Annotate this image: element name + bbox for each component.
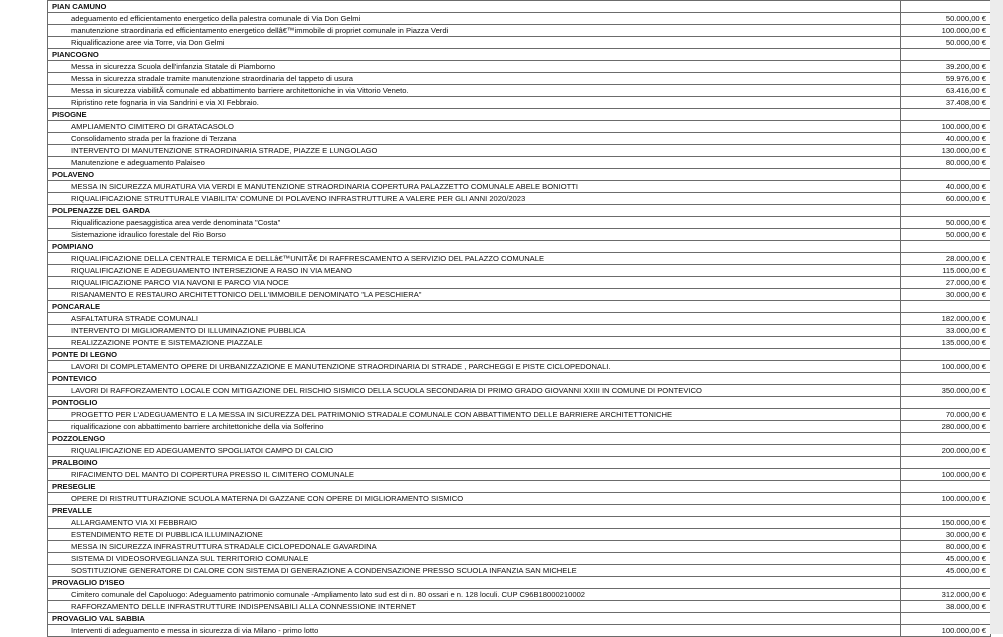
project-amount: 59.976,00 € <box>901 73 991 85</box>
municipality-header-row <box>48 349 991 361</box>
project-row <box>48 25 991 37</box>
project-row <box>48 313 991 325</box>
municipality-amount-empty <box>901 1 991 13</box>
municipality-header-row <box>48 457 991 469</box>
funding-table-body <box>48 1 991 637</box>
project-description: REALIZZAZIONE PONTE E SISTEMAZIONE PIAZZALE <box>48 337 901 349</box>
project-amount: 80.000,00 € <box>901 157 991 169</box>
project-description: AMPLIAMENTO CIMITERO DI GRATACASOLO <box>48 121 901 133</box>
project-description: ESTENDIMENTO RETE DI PUBBLICA ILLUMINAZIONE <box>48 529 901 541</box>
project-description: MESSA IN SICUREZZA INFRASTRUTTURA STRADALE CICLOPEDONALE GAVARDINA <box>48 541 901 553</box>
municipality-amount-empty <box>901 241 991 253</box>
project-description: RIQUALIFICAZIONE DELLA CENTRALE TERMICA E DELLâ€™UNITÃ€ DI RAFFRESCAMENTO A SERVIZIO DEL PALAZZO COMUNALE <box>48 253 901 265</box>
municipality-header-row <box>48 1 991 13</box>
project-amount: 63.416,00 € <box>901 85 991 97</box>
municipality-amount-empty <box>901 301 991 313</box>
municipality-header-row <box>48 373 991 385</box>
project-amount: 45.000,00 € <box>901 565 991 577</box>
project-amount: 40.000,00 € <box>901 133 991 145</box>
project-description: Sistemazione idraulico forestale del Rio Borso <box>48 229 901 241</box>
project-amount: 45.000,00 € <box>901 553 991 565</box>
municipality-amount-empty <box>901 349 991 361</box>
municipality-amount-empty <box>901 169 991 181</box>
project-row <box>48 529 991 541</box>
project-row <box>48 601 991 613</box>
municipality-name: PRALBOINO <box>48 457 901 469</box>
project-description: Messa in sicurezza stradale tramite manutenzione straordinaria del tappeto di usura <box>48 73 901 85</box>
project-row <box>48 37 991 49</box>
project-description: RIQUALIFICAZIONE E ADEGUAMENTO INTERSEZIONE A RASO IN VIA MEANO <box>48 265 901 277</box>
project-row <box>48 133 991 145</box>
municipality-name: PREVALLE <box>48 505 901 517</box>
municipality-name: POLPENAZZE DEL GARDA <box>48 205 901 217</box>
project-description: SOSTITUZIONE GENERATORE DI CALORE CON SISTEMA DI GENERAZIONE A CONDENSAZIONE PRESSO SCUOLA INFANZIA SAN MICHELE <box>48 565 901 577</box>
project-description: RIFACIMENTO DEL MANTO DI COPERTURA PRESSO IL CIMITERO COMUNALE <box>48 469 901 481</box>
project-description: INTERVENTO DI MIGLIORAMENTO DI ILLUMINAZIONE PUBBLICA <box>48 325 901 337</box>
project-amount: 33.000,00 € <box>901 325 991 337</box>
project-amount: 28.000,00 € <box>901 253 991 265</box>
project-row <box>48 541 991 553</box>
municipality-amount-empty <box>901 373 991 385</box>
project-row <box>48 565 991 577</box>
municipality-header-row <box>48 505 991 517</box>
project-description: RISANAMENTO E RESTAURO ARCHITETTONICO DELL'IMMOBILE DENOMINATO "LA PESCHIERA" <box>48 289 901 301</box>
project-amount: 200.000,00 € <box>901 445 991 457</box>
project-row <box>48 121 991 133</box>
project-row <box>48 589 991 601</box>
project-row <box>48 229 991 241</box>
municipality-header-row <box>48 301 991 313</box>
project-row <box>48 217 991 229</box>
municipality-header-row <box>48 481 991 493</box>
project-amount: 37.408,00 € <box>901 97 991 109</box>
project-description: MESSA IN SICUREZZA MURATURA VIA VERDI E MANUTENZIONE STRAORDINARIA COPERTURA PALAZZETTO COMUNALE ABELE BONIOTTI <box>48 181 901 193</box>
project-amount: 27.000,00 € <box>901 277 991 289</box>
project-amount: 150.000,00 € <box>901 517 991 529</box>
municipality-name: PISOGNE <box>48 109 901 121</box>
project-row <box>48 181 991 193</box>
project-row <box>48 157 991 169</box>
project-description: RIQUALIFICAZIONE STRUTTURALE VIABILITA' COMUNE DI POLAVENO INFRASTRUTTURE A VALERE PER GLI ANNI 2020/2023 <box>48 193 901 205</box>
project-description: RAFFORZAMENTO DELLE INFRASTRUTTURE INDISPENSABILI ALLA CONNESSIONE INTERNET <box>48 601 901 613</box>
project-description: SISTEMA DI VIDEOSORVEGLIANZA SUL TERRITORIO COMUNALE <box>48 553 901 565</box>
project-amount: 80.000,00 € <box>901 541 991 553</box>
project-description: LAVORI DI RAFFORZAMENTO LOCALE CON MITIGAZIONE DEL RISCHIO SISMICO DELLA SCUOLA SECONDARIA DI PRIMO GRADO GIOVANNI XXIII IN COMUNE DI PONTEVICO <box>48 385 901 397</box>
municipality-amount-empty <box>901 457 991 469</box>
project-description: adeguamento ed efficientamento energetico della palestra comunale di Via Don Gelmi <box>48 13 901 25</box>
project-description: ALLARGAMENTO VIA XI FEBBRAIO <box>48 517 901 529</box>
municipality-amount-empty <box>901 577 991 589</box>
project-amount: 130.000,00 € <box>901 145 991 157</box>
project-description: LAVORI DI COMPLETAMENTO OPERE DI URBANIZZAZIONE E MANUTENZIONE STRAORDINARIA DI STRADE , PARCHEGGI E PISTE CICLOPEDONALI. <box>48 361 901 373</box>
municipality-amount-empty <box>901 205 991 217</box>
project-row <box>48 553 991 565</box>
project-amount: 100.000,00 € <box>901 493 991 505</box>
project-description: RIQUALIFICAZIONE ED ADEGUAMENTO SPOGLIATOI CAMPO DI CALCIO <box>48 445 901 457</box>
project-row <box>48 493 991 505</box>
funding-table-container <box>47 0 990 637</box>
municipality-amount-empty <box>901 397 991 409</box>
project-amount: 182.000,00 € <box>901 313 991 325</box>
municipality-header-row <box>48 613 991 625</box>
project-row <box>48 469 991 481</box>
project-amount: 60.000,00 € <box>901 193 991 205</box>
project-row <box>48 277 991 289</box>
municipality-header-row <box>48 49 991 61</box>
project-description: manutenzione straordinaria ed efficientamento energetico dellâ€™immobile di propriet comunale in Piazza Verdi <box>48 25 901 37</box>
municipality-amount-empty <box>901 481 991 493</box>
project-row <box>48 361 991 373</box>
project-amount: 312.000,00 € <box>901 589 991 601</box>
project-amount: 50.000,00 € <box>901 229 991 241</box>
municipality-name: PONTOGLIO <box>48 397 901 409</box>
project-amount: 280.000,00 € <box>901 421 991 433</box>
project-amount: 30.000,00 € <box>901 529 991 541</box>
project-description: Interventi di adeguamento e messa in sicurezza di via Milano - primo lotto <box>48 625 901 637</box>
municipality-header-row <box>48 169 991 181</box>
municipality-header-row <box>48 433 991 445</box>
project-amount: 30.000,00 € <box>901 289 991 301</box>
project-amount: 40.000,00 € <box>901 181 991 193</box>
project-row <box>48 61 991 73</box>
project-description: RIQUALIFICAZIONE PARCO VIA NAVONI E PARCO VIA NOCE <box>48 277 901 289</box>
project-amount: 135.000,00 € <box>901 337 991 349</box>
municipality-name: PONCARALE <box>48 301 901 313</box>
municipality-name: PONTE DI LEGNO <box>48 349 901 361</box>
project-description: Manutenzione e adeguamento Palaiseo <box>48 157 901 169</box>
project-amount: 350.000,00 € <box>901 385 991 397</box>
page-edge <box>990 0 1003 634</box>
project-row <box>48 517 991 529</box>
municipality-name: PROVAGLIO D'ISEO <box>48 577 901 589</box>
municipality-header-row <box>48 109 991 121</box>
project-description: ASFALTATURA STRADE COMUNALI <box>48 313 901 325</box>
municipality-amount-empty <box>901 109 991 121</box>
project-row <box>48 145 991 157</box>
municipality-header-row <box>48 397 991 409</box>
project-amount: 38.000,00 € <box>901 601 991 613</box>
municipality-amount-empty <box>901 433 991 445</box>
project-row <box>48 265 991 277</box>
municipality-name: PRESEGLIE <box>48 481 901 493</box>
project-description: INTERVENTO DI MANUTENZIONE STRAORDINARIA STRADE, PIAZZE E LUNGOLAGO <box>48 145 901 157</box>
project-amount: 100.000,00 € <box>901 25 991 37</box>
project-row <box>48 325 991 337</box>
municipality-amount-empty <box>901 505 991 517</box>
project-description: Cimitero comunale del Capoluogo: Adeguamento patrimonio comunale -Ampliamento lato sud est di n. 80 ossari e n. 128 loculi. CUP C96B18000210002 <box>48 589 901 601</box>
municipality-header-row <box>48 205 991 217</box>
municipality-amount-empty <box>901 49 991 61</box>
project-description: riqualificazione con abbattimento barriere architettoniche della via Solferino <box>48 421 901 433</box>
project-row <box>48 289 991 301</box>
project-amount: 70.000,00 € <box>901 409 991 421</box>
municipality-name: POLAVENO <box>48 169 901 181</box>
municipality-header-row <box>48 241 991 253</box>
project-amount: 50.000,00 € <box>901 13 991 25</box>
project-row <box>48 13 991 25</box>
project-row <box>48 625 991 637</box>
project-amount: 100.000,00 € <box>901 469 991 481</box>
project-row <box>48 97 991 109</box>
project-row <box>48 409 991 421</box>
project-amount: 50.000,00 € <box>901 37 991 49</box>
project-row <box>48 193 991 205</box>
project-row <box>48 385 991 397</box>
project-row <box>48 337 991 349</box>
municipality-header-row <box>48 577 991 589</box>
project-description: Messa in sicurezza viabilitÃ comunale ed abbattimento barriere architettoniche in via Vittorio Veneto. <box>48 85 901 97</box>
project-row <box>48 85 991 97</box>
project-description: Riqualificazione paesaggistica area verde denominata "Costa" <box>48 217 901 229</box>
project-description: Ripristino rete fognaria in via Sandrini e via XI Febbraio. <box>48 97 901 109</box>
project-amount: 100.000,00 € <box>901 361 991 373</box>
project-row <box>48 421 991 433</box>
municipality-name: PIANCOGNO <box>48 49 901 61</box>
project-amount: 115.000,00 € <box>901 265 991 277</box>
project-description: PROGETTO PER L'ADEGUAMENTO E LA MESSA IN SICUREZZA DEL PATRIMONIO STRADALE COMUNALE CON ABBATTIMENTO DELLE BARRIERE ARCHITETTONICHE <box>48 409 901 421</box>
funding-table <box>47 0 991 637</box>
municipality-name: PIAN CAMUNO <box>48 1 901 13</box>
project-description: Riqualificazione aree via Torre, via Don Gelmi <box>48 37 901 49</box>
project-amount: 100.000,00 € <box>901 625 991 637</box>
project-row <box>48 253 991 265</box>
municipality-name: PONTEVICO <box>48 373 901 385</box>
project-row <box>48 73 991 85</box>
municipality-amount-empty <box>901 613 991 625</box>
project-description: Consolidamento strada per la frazione di Terzana <box>48 133 901 145</box>
project-amount: 50.000,00 € <box>901 217 991 229</box>
project-description: Messa in sicurezza Scuola dell'infanzia Statale di Piamborno <box>48 61 901 73</box>
project-amount: 39.200,00 € <box>901 61 991 73</box>
municipality-name: PROVAGLIO VAL SABBIA <box>48 613 901 625</box>
project-row <box>48 445 991 457</box>
municipality-name: POZZOLENGO <box>48 433 901 445</box>
project-amount: 100.000,00 € <box>901 121 991 133</box>
municipality-name: POMPIANO <box>48 241 901 253</box>
project-description: OPERE DI RISTRUTTURAZIONE SCUOLA MATERNA DI GAZZANE CON OPERE DI MIGLIORAMENTO SISMICO <box>48 493 901 505</box>
